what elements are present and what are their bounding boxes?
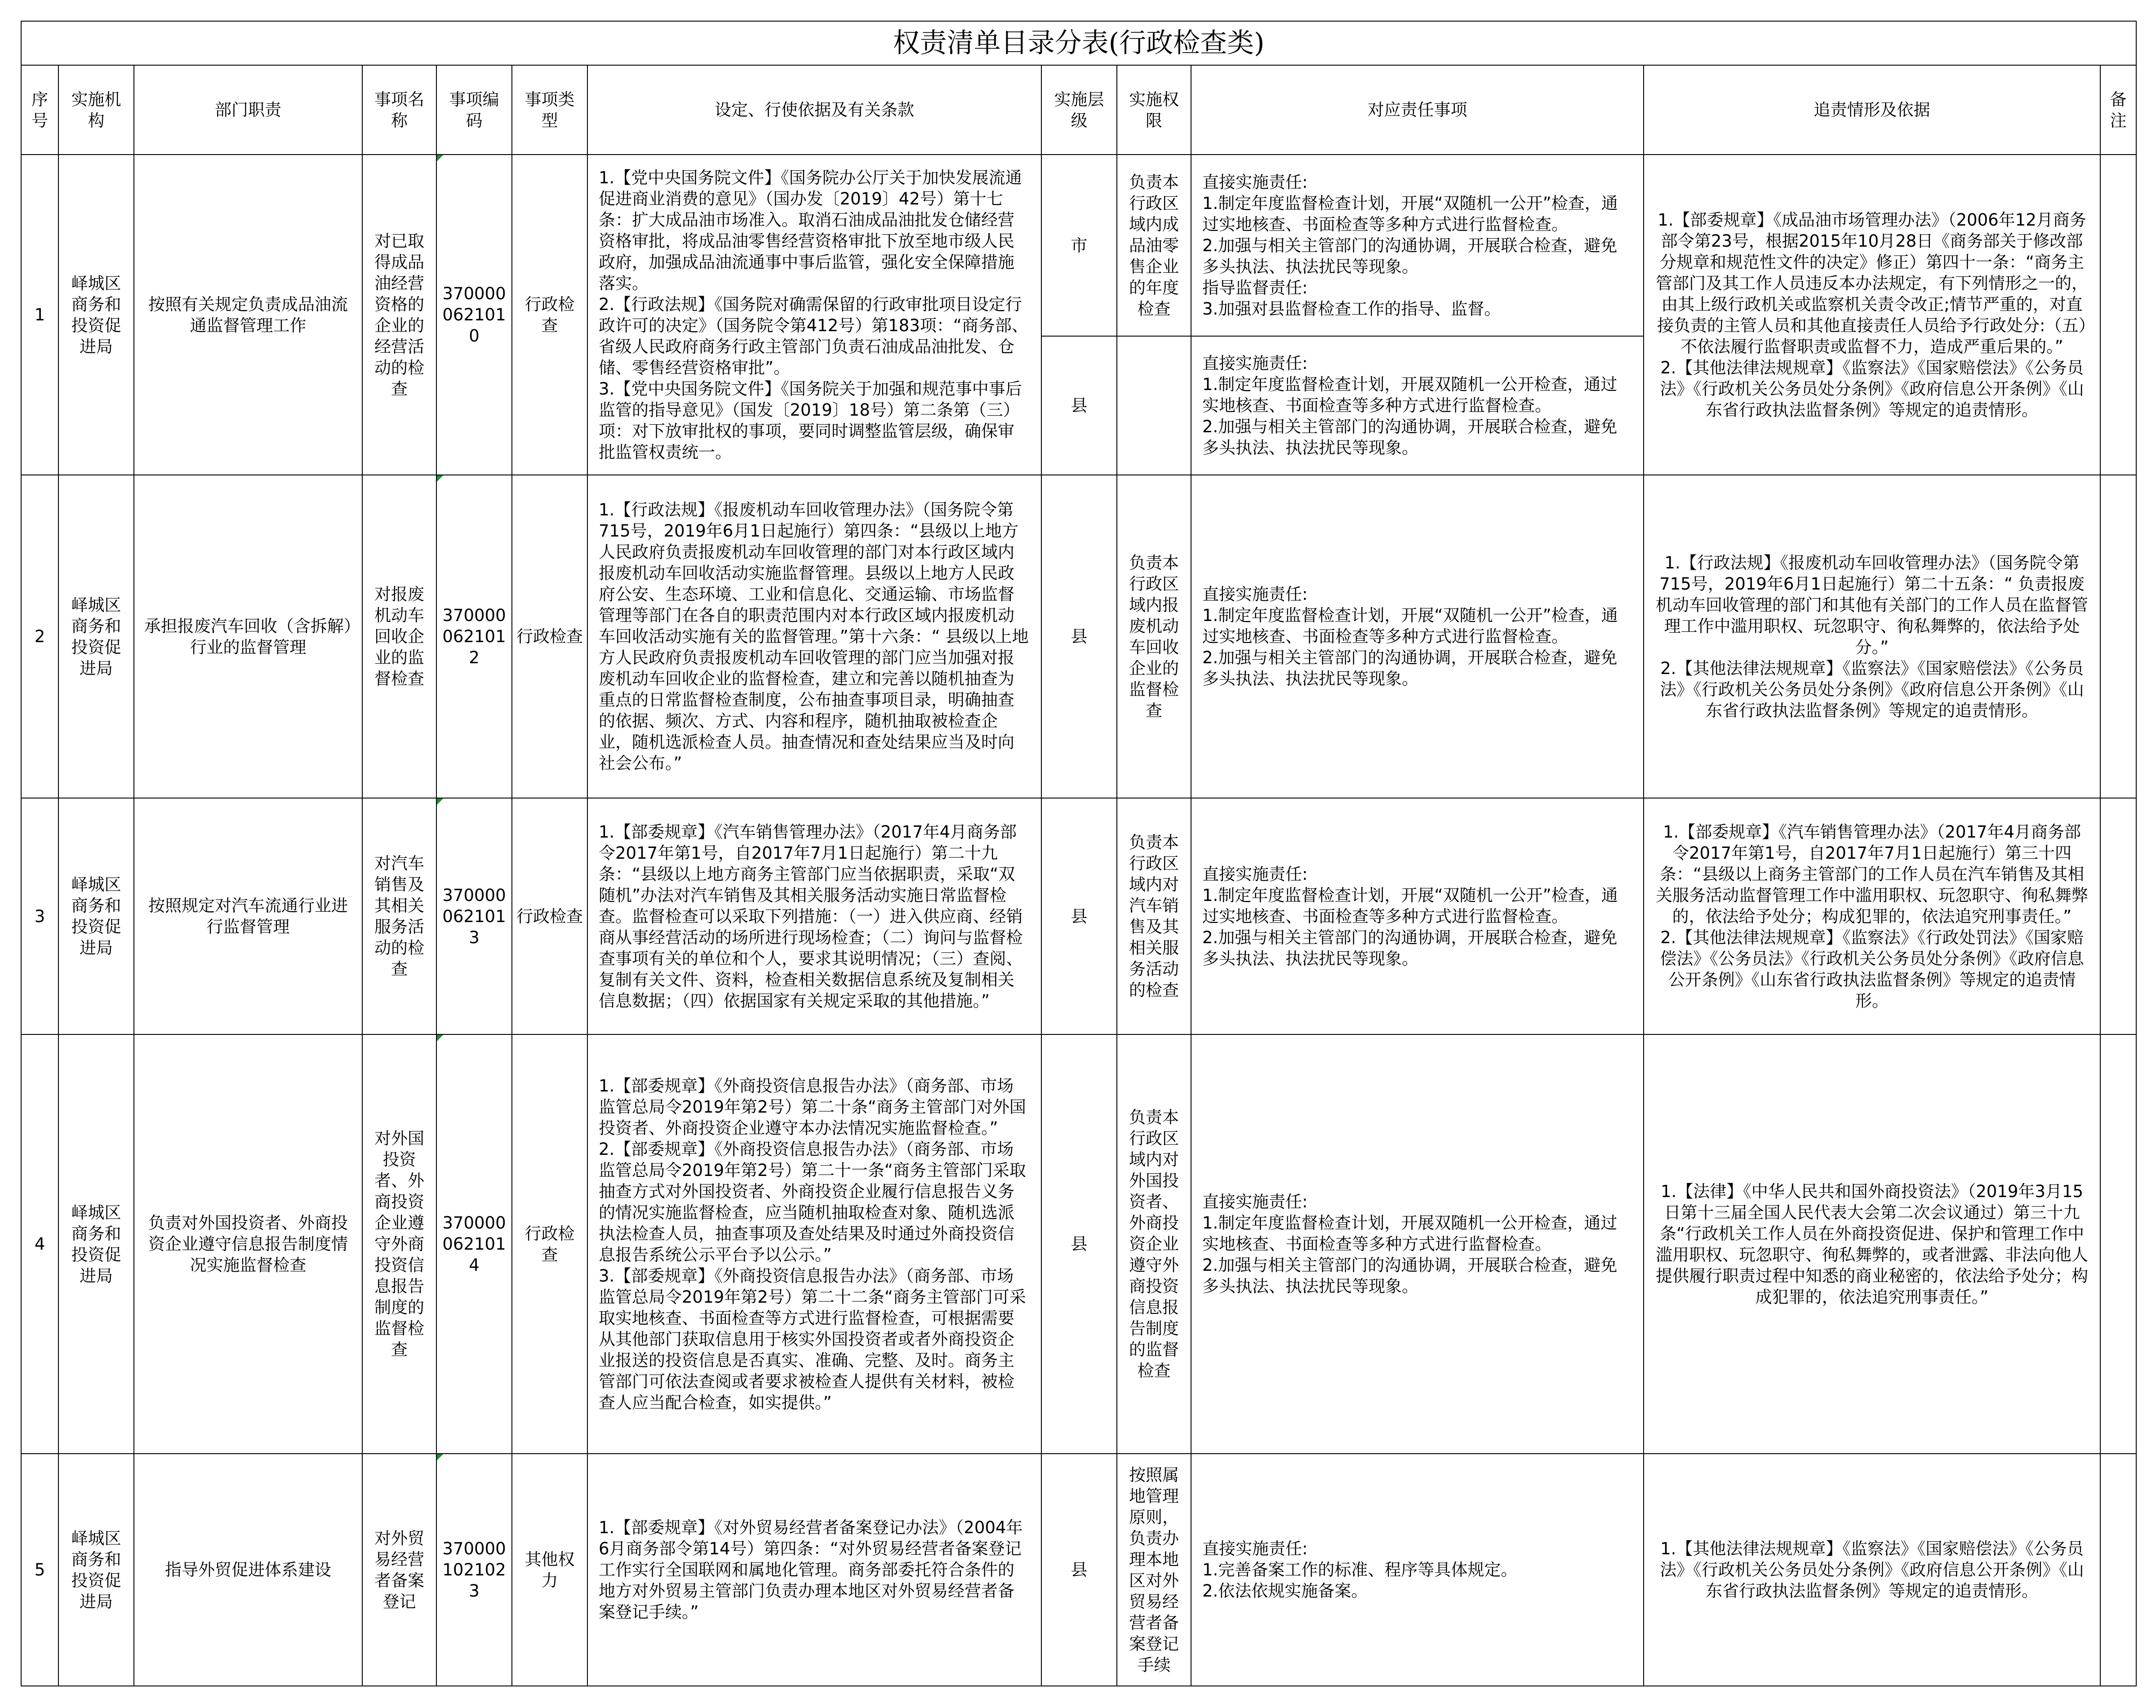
- cell-remark: [2100, 155, 2136, 475]
- cell-duty: 按照规定对汽车流通行业进行监督管理: [134, 798, 362, 1034]
- cell-accountability: 1.【行政法规】《报废机动车回收管理办法》（国务院令第715号，2019年6月1日起施行）第二十五条：“ 负责报废机动车回收管理的部门和其他有关部门的工作人员在监督管理工作中滥用职权、玩忽职守、徇私舞弊的，依法给予处分。” 2.【其他法律法规规章】《监察法》《国家赔偿法》《公务员法》《行政机关公务员处分条例》《政府信息公开条例》《山东省行政执法监督条例》等规定的追责情形。: [1644, 475, 2100, 798]
- cell-responsibility: 直接实施责任: 1.制定年度监督检查计划，开展双随机一公开检查，通过实地核查、书面检查等多种方式进行监督检查。 2.加强与相关主管部门的沟通协调，开展联合检查，避免多头执法、执法扰民等现象。: [1191, 336, 1644, 475]
- responsibility-list-table: [21, 21, 2137, 1686]
- cell-agency: 峄城区商务和投资促进局: [58, 798, 134, 1034]
- header-agency: 实施机构: [58, 65, 134, 155]
- cell-authority: 负责本行政区域内对汽车销售及其相关服务活动的检查: [1117, 798, 1191, 1034]
- cell-agency: 峄城区商务和投资促进局: [58, 475, 134, 798]
- header-responsibility: 对应责任事项: [1191, 65, 1644, 155]
- cell-item-type: 行政检查: [512, 1034, 587, 1454]
- cell-item-type: 其他权力: [512, 1454, 587, 1686]
- cell-authority: 负责本行政区域内成品油零售企业的年度检查: [1117, 155, 1191, 336]
- cell-item-type: 行政检查: [512, 475, 587, 798]
- cell-item-type: 行政检查: [512, 155, 587, 475]
- header-accountability: 追责情形及依据: [1644, 65, 2100, 155]
- header-remark: 备注: [2100, 65, 2136, 155]
- table-row: [21, 1034, 2136, 1454]
- cell-item-type: 行政检查: [512, 798, 587, 1034]
- header-item-code: 事项编码: [436, 65, 512, 155]
- cell-responsibility: 直接实施责任: 1.制定年度监督检查计划，开展“双随机一公开”检查，通过实地核查、书面检查等多种方式进行监督检查。 2.加强与相关主管部门的沟通协调，开展联合检查，避免多头执法、执法扰民等现象。: [1191, 475, 1644, 798]
- header-legal-basis: 设定、行使依据及有关条款: [587, 65, 1041, 155]
- cell-authority: 负责本行政区域内对外国投资者、外商投资企业遵守外商投资信息报告制度的监督检查: [1117, 1034, 1191, 1454]
- cell-accountability: 1.【部委规章】《成品油市场管理办法》（2006年12月商务部令第23号，根据2015年10月28日《商务部关于修改部分规章和规范性文件的决定》修正）第四十一条：“商务主管部门及其工作人员违反本办法规定，有下列情形之一的，由其上级行政机关或监察机关责令改正;情节严重的，对直接负责的主管人员和其他直接责任人员给予行政处分:（五）不依法履行监督职责或监督不力，造成严重后果的。” 2.【其他法律法规规章】《监察法》《国家赔偿法》《公务员法》《行政机关公务员处分条例》《政府信息公开条例》《山东省行政执法监督条例》等规定的追责情形。: [1644, 155, 2100, 475]
- cell-duty: 指导外贸促进体系建设: [134, 1454, 362, 1686]
- cell-remark: [2100, 475, 2136, 798]
- cell-agency: 峄城区商务和投资促进局: [58, 1034, 134, 1454]
- cell-accountability: 1.【部委规章】《汽车销售管理办法》（2017年4月商务部令2017年第1号，自2017年7月1日起施行）第三十四条：“县级以上商务主管部门的工作人员在汽车销售及其相关服务活动监督管理工作中滥用职权、玩忽职守、徇私舞弊的，依法给予处分；构成犯罪的，依法追究刑事责任。” 2.【其他法律法规规章】《监察法》《行政处罚法》《国家赔偿法》《公务员法》《行政机关公务员处分条例》《政府信息公开条例》《山东省行政执法监督条例》等规定的追责情形。: [1644, 798, 2100, 1034]
- cell-item-code: 3700000621010: [436, 155, 512, 475]
- cell-duty: 按照有关规定负责成品油流通监督管理工作: [134, 155, 362, 475]
- cell-item-code: 3700001021023: [436, 1454, 512, 1686]
- header-level: 实施层级: [1041, 65, 1117, 155]
- cell-item-code: 3700000621014: [436, 1034, 512, 1454]
- cell-responsibility: 直接实施责任: 1.制定年度监督检查计划，开展双随机一公开检查，通过实地核查、书面检查等多种方式进行监督检查。 2.加强与相关主管部门的沟通协调，开展联合检查，避免多头执法、执法扰民等现象。: [1191, 1034, 1644, 1454]
- cell-duty: 承担报废汽车回收（含拆解）行业的监督管理: [134, 475, 362, 798]
- header-authority: 实施权限: [1117, 65, 1191, 155]
- cell-seq: 3: [21, 798, 58, 1034]
- cell-item-name: 对报废机动车回收企业的监督检查: [362, 475, 436, 798]
- cell-remark: [2100, 798, 2136, 1034]
- cell-seq: 4: [21, 1034, 58, 1454]
- cell-legal-basis: 1.【行政法规】《报废机动车回收管理办法》（国务院令第715号，2019年6月1日起施行）第四条：“县级以上地方人民政府负责报废机动车回收管理的部门对本行政区域内报废机动车回收活动实施监督管理。县级以上地方人民政府公安、生态环境、工业和信息化、交通运输、市场监督管理等部门在各自的职责范围内对本行政区域内报废机动车回收活动实施有关的监督管理。”第十六条：“ 县级以上地方人民政府负责报废机动车回收管理的部门应当加强对报废机动车回收企业的监督检查，建立和完善以随机抽查为重点的日常监督检查制度，公布抽查事项目录，明确抽查的依据、频次、方式、内容和程序，随机抽取被检查企业，随机选派检查人员。抽查情况和查处结果应当及时向社会公布。”: [587, 475, 1041, 798]
- cell-seq: 2: [21, 475, 58, 798]
- cell-legal-basis: 1.【部委规章】《对外贸易经营者备案登记办法》（2004年6月商务部令第14号）第四条：“对外贸易经营者备案登记工作实行全国联网和属地化管理。商务部委托符合条件的地方对外贸易主管部门负责办理本地区对外贸易经营者备案登记手续。”: [587, 1454, 1041, 1686]
- cell-responsibility: 直接实施责任: 1.制定年度监督检查计划，开展“双随机一公开”检查，通过实地核查、书面检查等多种方式进行监督检查。 2.加强与相关主管部门的沟通协调，开展联合检查，避免多头执法、执法扰民等现象。: [1191, 798, 1644, 1034]
- cell-item-name: 对外贸易经营者备案登记: [362, 1454, 436, 1686]
- cell-item-name: 对外国投资者、外商投资企业遵守外商投资信息报告制度的监督检查: [362, 1034, 436, 1454]
- header-item-name: 事项名称: [362, 65, 436, 155]
- cell-legal-basis: 1.【部委规章】《汽车销售管理办法》（2017年4月商务部令2017年第1号，自2017年7月1日起施行）第二十九条：“县级以上地方商务主管部门应当依据职责，采取“双随机”办法对汽车销售及其相关服务活动实施日常监督检查。监督检查可以采取下列措施：（一）进入供应商、经销商从事经营活动的场所进行现场检查；（二）询问与监督检查事项有关的单位和个人，要求其说明情况；（三）查阅、复制有关文件、资料，检查相关数据信息系统及复制相关信息数据；（四）依据国家有关规定采取的其他措施。”: [587, 798, 1041, 1034]
- cell-agency: 峄城区商务和投资促进局: [58, 155, 134, 475]
- page-title: 权责清单目录分表(行政检查类): [21, 21, 2136, 65]
- cell-legal-basis: 1.【党中央国务院文件】《国务院办公厅关于加快发展流通促进商业消费的意见》（国办发〔2019〕42号）第十七条：扩大成品油市场准入。取消石油成品油批发仓储经营资格审批，将成品油零售经营资格审批下放至地市级人民政府，加强成品油流通事中事后监管，强化安全保障措施落实。 2.【行政法规】《国务院对确需保留的行政审批项目设定行政许可的决定》（国务院令第412号）第183项：“商务部、省级人民政府商务行政主管部门负责石油成品油批发、仓储、零售经营资格审批”。 3.【党中央国务院文件】《国务院关于加强和规范事中事后监管的指导意见》（国发〔2019〕18号）第二条第（三）项：对下放审批权的事项，要同时调整监管层级，确保审批监管权责统一。: [587, 155, 1041, 475]
- cell-authority: 按照属地管理原则，负责办理本地区对外贸易经营者备案登记手续: [1117, 1454, 1191, 1686]
- cell-agency: 峄城区商务和投资促进局: [58, 1454, 134, 1686]
- cell-level: 县: [1041, 1454, 1117, 1686]
- cell-level: 县: [1041, 1034, 1117, 1454]
- cell-authority: [1117, 336, 1191, 475]
- cell-remark: [2100, 1454, 2136, 1686]
- header-seq: 序号: [21, 65, 58, 155]
- cell-authority: 负责本行政区域内报废机动车回收企业的监督检查: [1117, 475, 1191, 798]
- header-duty: 部门职责: [134, 65, 362, 155]
- table-row: [21, 1454, 2136, 1686]
- cell-level: 市: [1041, 155, 1117, 336]
- cell-item-name: 对已取得成品油经营资格的企业的经营活动的检查: [362, 155, 436, 475]
- cell-level: 县: [1041, 336, 1117, 475]
- cell-accountability: 1.【其他法律法规规章】《监察法》《国家赔偿法》《公务员法》《行政机关公务员处分条例》《政府信息公开条例》《山东省行政执法监督条例》等规定的追责情形。: [1644, 1454, 2100, 1686]
- table-row: [21, 798, 2136, 1034]
- table-row: [21, 475, 2136, 798]
- cell-responsibility: 直接实施责任: 1.完善备案工作的标准、程序等具体规定。 2.依法依规实施备案。: [1191, 1454, 1644, 1686]
- cell-level: 县: [1041, 475, 1117, 798]
- cell-legal-basis: 1.【部委规章】《外商投资信息报告办法》（商务部、市场监管总局令2019年第2号）第二十条“商务主管部门对外国投资者、外商投资企业遵守本办法情况实施监督检查。” 2.【部委规章】《外商投资信息报告办法》（商务部、市场监管总局令2019年第2号）第二十一条“商务主管部门采取抽查方式对外国投资者、外商投资企业履行信息报告义务的情况实施监督检查，应当随机抽取检查对象、随机选派执法检查人员，抽查事项及查处结果及时通过外商投资信息报告系统公示平台予以公示。” 3.【部委规章】《外商投资信息报告办法》（商务部、市场监管总局令2019年第2号）第二十二条“商务主管部门可采取实地核查、书面检查等方式进行监督检查，可根据需要从其他部门获取信息用于核实外国投资者或者外商投资企业报送的投资信息是否真实、准确、完整、及时。商务主管部门可依法查阅或者要求被检查人提供有关材料，被检查人应当配合检查，如实提供。”: [587, 1034, 1041, 1454]
- cell-responsibility: 直接实施责任: 1.制定年度监督检查计划，开展“双随机一公开”检查，通过实地核查、书面检查等多种方式进行监督检查。 2.加强与相关主管部门的沟通协调，开展联合检查，避免多头执法、执法扰民等现象。 指导监督责任: 3.加强对县监督检查工作的指导、监督。: [1191, 155, 1644, 336]
- cell-level: 县: [1041, 798, 1117, 1034]
- cell-item-code: 3700000621012: [436, 475, 512, 798]
- cell-item-code: 3700000621013: [436, 798, 512, 1034]
- cell-accountability: 1.【法律】《中华人民共和国外商投资法》（2019年3月15日第十三届全国人民代表大会第二次会议通过）第三十九条“行政机关工作人员在外商投资促进、保护和管理工作中滥用职权、玩忽职守、徇私舞弊的，或者泄露、非法向他人提供履行职责过程中知悉的商业秘密的，依法给予处分；构成犯罪的，依法追究刑事责任。”: [1644, 1034, 2100, 1454]
- cell-seq: 5: [21, 1454, 58, 1686]
- header-row: [21, 65, 2136, 155]
- cell-duty: 负责对外国投资者、外商投资企业遵守信息报告制度情况实施监督检查: [134, 1034, 362, 1454]
- title-row: [21, 21, 2136, 65]
- cell-item-name: 对汽车销售及其相关服务活动的检查: [362, 798, 436, 1034]
- table-row: [21, 155, 2136, 336]
- cell-remark: [2100, 1034, 2136, 1454]
- cell-seq: 1: [21, 155, 58, 475]
- header-item-type: 事项类型: [512, 65, 587, 155]
